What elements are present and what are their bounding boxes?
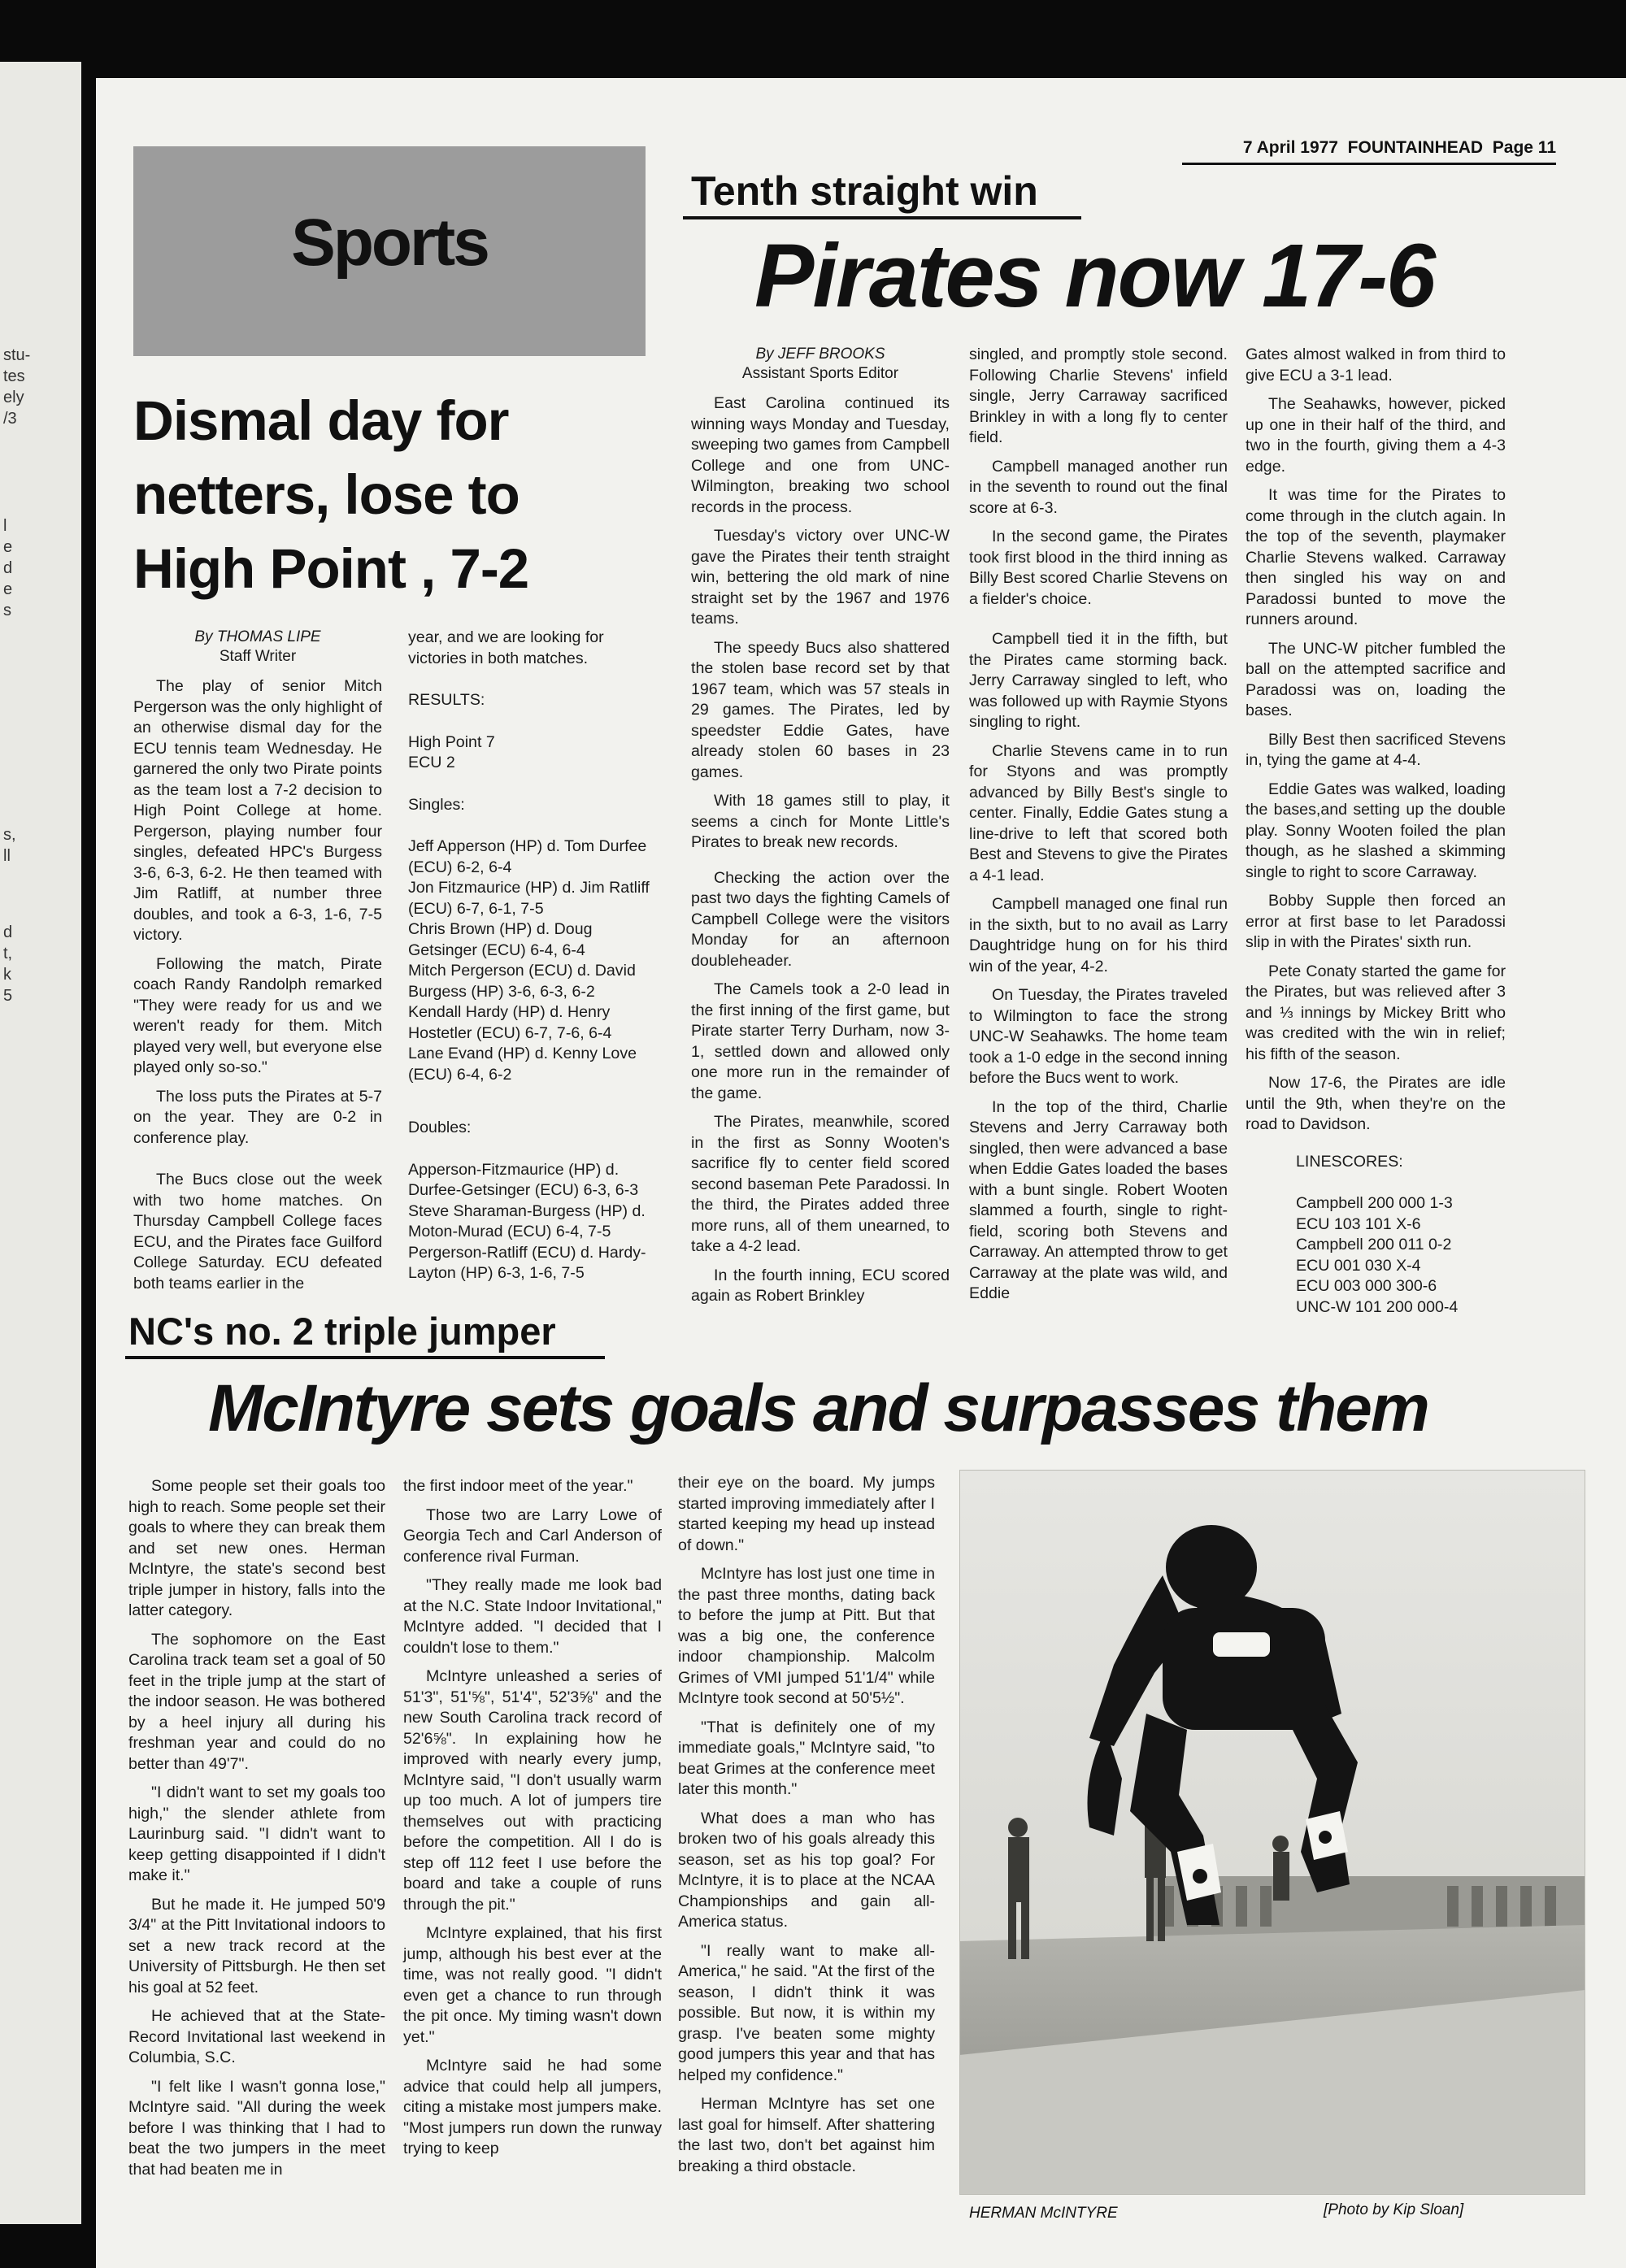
paragraph: Now 17-6, the Pirates are idle until the 9th, when they're on the road to Davidson. (1246, 1074, 1506, 1133)
baseball-kicker: Tenth straight win (691, 168, 1038, 214)
paper-name: FOUNTAINHEAD (1347, 138, 1484, 157)
paragraph: "I didn't want to set my goals too high," the slender athlete from Laurinburg said. "I didn't want to keep getting disappointed if I didn't make it." (128, 1784, 385, 1884)
paragraph: Gates almost walked in from third to give ECU a 3-1 lead. (1246, 345, 1506, 385)
paragraph: their eye on the board. My jumps started improving immediately after I started keeping my head up instead of down." (678, 1474, 935, 1554)
linescores-label: LINESCORES: (1296, 1152, 1403, 1171)
margin-fragment: /3 (3, 410, 17, 428)
paragraph: "That is definitely one of my immediate goals," McIntyre said, "to beat Grimes at the conference meet later this month." (678, 1718, 935, 1798)
linescore-row: Campbell 200 000 1-3 (1296, 1194, 1453, 1212)
paragraph: The loss puts the Pirates at 5-7 on the year. They are 0-2 in conference play. (133, 1087, 382, 1147)
triple-jumper-photo (959, 1470, 1585, 2195)
baseball-byline: By JEFF BROOKS Assistant Sports Editor (741, 345, 899, 382)
mcintyre-kicker: NC's no. 2 triple jumper (128, 1310, 556, 1353)
paragraph: East Carolina continued its winning ways Monday and Tuesday, sweeping two games from Campbell College and one from UNC-Wilmington, breaking two school records in the process. (691, 394, 950, 516)
linescore-row: ECU 103 101 X-6 (1296, 1214, 1421, 1233)
paragraph: On Tuesday, the Pirates traveled to Wilmington to face the strong UNC-W Seahawks. The home team took a 1-0 edge in the second inning before the Bucs went to work. (969, 986, 1228, 1087)
doubles-result: Apperson-Fitzmaurice (HP) d. Durfee-Getsinger (ECU) 6-3, 6-3 (408, 1160, 639, 1199)
facing-page-edge (0, 62, 81, 2224)
margin-fragment: l (3, 517, 7, 535)
singles-result: Kendall Hardy (HP) d. Henry Hostetler (ECU) 6-7, 7-6, 6-4 (408, 1003, 612, 1042)
mcintyre-column-1 (128, 1476, 385, 2188)
paragraph: The Camels took a 2-0 lead in the first inning of the first game, but Pirate starter Terry Durham, now 3-1, settled down and allowed only one more run in the remainder of the game. (691, 980, 950, 1102)
paragraph: McIntyre explained, that his first jump, although his best ever at the time, was not really good. "I didn't even get a chance to run through the pit once. My timing wasn't down yet." (403, 1924, 662, 2046)
section-title: Sports (291, 206, 488, 280)
linescores (1246, 1152, 1506, 1319)
linescore-row: UNC-W 101 200 000-4 (1296, 1297, 1459, 1316)
tennis-headline: Dismal day for netters, lose to High Point , 7-2 (133, 389, 529, 600)
singles-result: Chris Brown (HP) d. Doug Getsinger (ECU) 6-4, 6-4 (408, 920, 593, 959)
score-line: High Point 7 (408, 732, 495, 751)
paragraph: It was time for the Pirates to come through in the clutch again. In the top of the seventh, playmaker Charlie Stevens walked. Carraway then singled his way on and Paradossi bunted to move the runners around. (1246, 486, 1506, 628)
paragraph: McIntyre said he had some advice that could help all jumpers, citing a mistake most jumpers make. "Most jumpers run down the runway trying to keep (403, 2057, 662, 2157)
paragraph: In the second game, the Pirates took first blood in the third inning as Billy Best scored Charlie Stevens on a fielder's choice. (969, 528, 1228, 608)
margin-fragment: 5 (3, 987, 13, 1005)
issue-date: 7 April 1977 (1242, 138, 1338, 157)
results-label: RESULTS: (408, 691, 485, 709)
athlete-photo (959, 1470, 1585, 2195)
linescore-row: Campbell 200 011 0-2 (1296, 1236, 1452, 1253)
baseball-column-3 (1246, 345, 1506, 1318)
photo-credit: [Photo by Kip Sloan] (1324, 2201, 1464, 2218)
kicker-rule (683, 216, 1081, 219)
paragraph: Checking the action over the past two days the fighting Camels of Campbell College were the visitors Monday for an afternoon doubleheader. (691, 868, 950, 970)
photo-caption: HERMAN McINTYRE (969, 2205, 1118, 2222)
margin-fragment: tes (3, 367, 25, 385)
paragraph: The UNC-W pitcher fumbled the ball on the attempted sacrifice and Paradossi was on, loading the bases. (1246, 639, 1506, 719)
paragraph: With 18 games still to play, it seems a cinch for Monte Little's Pirates to break new records. (691, 792, 950, 851)
newspaper-page (96, 78, 1626, 2268)
margin-fragment: s, (3, 826, 16, 844)
paragraph: Eddie Gates was walked, loading the bases,and setting up the double play. Sonny Wooten foiled the plan though, as he slashed a skimming single to right to score Carraway. (1246, 780, 1506, 881)
paragraph: "They really made me look bad at the N.C. State Indoor Invitational," McIntyre added. "I decided that I couldn't lose to them." (403, 1576, 662, 1657)
baseball-column-2 (969, 345, 1228, 1313)
score-line: ECU 2 (408, 754, 455, 771)
tennis-column-1 (133, 628, 382, 1302)
header-rule (1182, 163, 1556, 165)
margin-fragment: d (3, 559, 13, 577)
margin-fragment: ll (3, 847, 11, 865)
paragraph: Pete Conaty started the game for the Pirates, but was relieved after 3 and ⅓ innings by Mickey Britt who was credited with the win in relief; his fifth of the season. (1246, 962, 1506, 1063)
paragraph: Bobby Supple then forced an error at first base to let Paradossi slip in with the Pirates' sixth run. (1246, 892, 1506, 951)
singles-result: Mitch Pergerson (ECU) d. David Burgess (HP) 3-6, 6-3, 6-2 (408, 962, 636, 1001)
margin-fragment: k (3, 966, 11, 984)
margin-fragment: stu- (3, 346, 31, 364)
paragraph: Charlie Stevens came in to run for Styons and was promptly advanced by Billy Best's single to center. Finally, Eddie Gates stung a line-drive to left that scored both Best and Stevens to give the Pirates a 4-1 lead. (969, 741, 1228, 884)
paragraph: "I felt like I wasn't gonna lose," McIntyre said. "All during the week before I was thinking that I had to beat the two jumpers in the meet that had beaten me in (128, 2077, 385, 2179)
tennis-results (408, 628, 660, 1284)
doubles-label: Doubles: (408, 1119, 472, 1136)
paragraph: Campbell managed one final run in the sixth, but to no avail as Larry Daughtridge hung on for his third win of the year, 4-2. (969, 895, 1228, 975)
margin-fragment: t, (3, 945, 13, 962)
margin-fragment: e (3, 580, 13, 598)
paragraph: Herman McIntyre has set one last goal for himself. After shattering the last two, don't bet against him breaking a third obstacle. (678, 2095, 935, 2175)
paragraph: The speedy Bucs also shattered the stolen base record set by that 1967 team, which was 57 steals in 29 games. The Pirates, led by speedster Eddie Gates, have already stolen 60 bases in 23 games. (691, 638, 950, 781)
singles-result: Jon Fitzmaurice (HP) d. Jim Ratliff (ECU) 6-7, 6-1, 7-5 (408, 879, 650, 918)
paragraph: the first indoor meet of the year." (403, 1477, 633, 1495)
singles-result: Lane Evand (HP) d. Kenny Love (ECU) 6-4, 6-2 (408, 1045, 637, 1084)
paragraph: Following the match, Pirate coach Randy Randolph remarked "They were ready for us and we weren't ready for them. Mitch played very well, but everyone else played only so-so." (133, 954, 382, 1076)
page-number: Page 11 (1492, 138, 1556, 157)
paragraph: But he made it. He jumped 50'9 3/4" at the Pitt Invitational indoors to set a new track record at the University of Pittsburgh. He then set his goal at 52 feet. (128, 1895, 385, 1996)
paragraph: Campbell managed another run in the seventh to round out the final score at 6-3. (969, 457, 1228, 517)
singles-label: Singles: (408, 795, 465, 814)
paragraph: Tuesday's victory over UNC-W gave the Pirates their tenth straight win, bettering the old mark of nine straight set by the 1967 and 1976 teams. (691, 527, 950, 628)
doubles-result: Pergerson-Ratliff (ECU) d. Hardy-Layton (HP) 6-3, 1-6, 7-5 (408, 1243, 646, 1282)
mcintyre-column-3 (678, 1473, 935, 2185)
doubles-result: Steve Sharaman-Burgess (HP) d. Moton-Murad (ECU) 6-4, 7-5 (408, 1201, 646, 1240)
margin-fragment: d (3, 923, 13, 941)
margin-fragment: s (3, 602, 11, 619)
page-header (1182, 138, 1556, 158)
paragraph: McIntyre unleashed a series of 51'3", 51'⅝", 51'4", 52'3⅝" and the new South Carolina track record of 52'6⅝". In explaining how he improved with nearly every jump, McIntyre said, "I don't usually warm up too much. A lot of jumpers tire themselves out with practicing before the competition. All I do is step off 112 feet I use before the board and take a couple of runs through the pit." (403, 1667, 662, 1914)
paragraph: year, and we are looking for victories in both matches. (408, 628, 604, 667)
paragraph: In the fourth inning, ECU scored again as Robert Brinkley (691, 1266, 950, 1305)
mcintyre-headline: McIntyre sets goals and surpasses them (208, 1371, 1428, 1445)
margin-fragment: e (3, 538, 13, 556)
paragraph: In the top of the third, Charlie Stevens and Jerry Carraway both singled, then were advanced a base when Eddie Gates loaded the bases with a bunt single. Robert Wooten slammed a fourth, single to right-field, scoring both Stevens and Carraway. An attempted throw to get Carraway at the plate was wild, and Eddie (969, 1097, 1228, 1302)
margin-fragment: ely (3, 389, 24, 406)
baseball-column-1 (691, 345, 950, 1315)
paragraph: Campbell tied it in the fifth, but the Pirates came storming back. Jerry Carraway singled to left, who was followed up with Raymie Styons singling to right. (969, 630, 1228, 731)
paragraph: Billy Best then sacrificed Stevens in, tying the game at 4-4. (1246, 730, 1506, 769)
singles-result: Jeff Apperson (HP) d. Tom Durfee (ECU) 6-2, 6-4 (408, 837, 647, 876)
paragraph: What does a man who has broken two of his goals already this season, set as his top goal? For McIntyre, it is to place at the NCAA Championships and gain all-America status. (678, 1809, 935, 1931)
paragraph: The Pirates, meanwhile, scored in the first as Sonny Wooten's sacrifice fly to center field scored second baseman Pete Paradossi. In the third, the Pirates added three more runs, all of them unearned, to take a 4-2 lead. (691, 1113, 950, 1255)
mcintyre-column-2 (403, 1476, 662, 2168)
paragraph: He achieved that at the State-Record Invitational last weekend in Columbia, S.C. (128, 2007, 385, 2066)
paragraph: The sophomore on the East Carolina track team set a goal of 50 feet in the triple jump at the start of the indoor season. He was bothered by a heel injury all during his freshman year and could do no better than 49'7". (128, 1630, 385, 1773)
paragraph: McIntyre has lost just one time in the past three months, dating back to before the jump at Pitt. But that was a big one, the conference indoor championship. Malcolm Grimes of VMI jumped 51'1/4" while McIntyre took second at 50'5½". (678, 1565, 935, 1707)
baseball-headline: Pirates now 17-6 (754, 226, 1435, 326)
paragraph: Some people set their goals too high to reach. Some people set their goals to where they can break them and set new ones. Herman McIntyre, the state's second best triple jumper in history, falls into the latter category. (128, 1477, 385, 1619)
paragraph: The Bucs close out the week with two home matches. On Thursday Campbell College faces ECU, and the Pirates face Guilford College Saturday. ECU defeated both teams earlier in the (133, 1171, 382, 1293)
paragraph: "I really want to make all-America," he said. "At the first of the season, I didn't think it was possible. But now, it is within my grasp. I've beaten some mighty good jumpers this year and that has helped my confidence." (678, 1941, 935, 2084)
paragraph: The play of senior Mitch Pergerson was the only highlight of an otherwise dismal day for the ECU tennis team Wednesday. He garnered the only two Pirate points as the team lost a 7-2 decision to High Point College at home. Pergerson, playing number four singles, defeated HPC's Burgess 3-6, 6-3, 6-2. He then teamed with Jim Ratliff, at number three doubles, and took a 6-3, 1-6, 7-5 victory. (133, 677, 382, 944)
linescore-row: ECU 003 000 300-6 (1296, 1277, 1437, 1295)
linescore-row: ECU 001 030 X-4 (1296, 1256, 1421, 1275)
section-banner (133, 146, 646, 356)
tennis-byline: By THOMAS LIPE Staff Writer (194, 628, 321, 665)
paragraph: The Seahawks, however, picked up one in their half of the third, and two in the fourth, giving them a 4-3 edge. (1246, 395, 1506, 476)
kicker-rule (125, 1356, 605, 1359)
paragraph: Those two are Larry Lowe of Georgia Tech and Carl Anderson of conference rival Furman. (403, 1505, 662, 1566)
paragraph: singled, and promptly stole second. Following Charlie Stevens' infield single, Jerry Carraway sacrificed Brinkley in with a long fly to center field. (969, 345, 1228, 446)
